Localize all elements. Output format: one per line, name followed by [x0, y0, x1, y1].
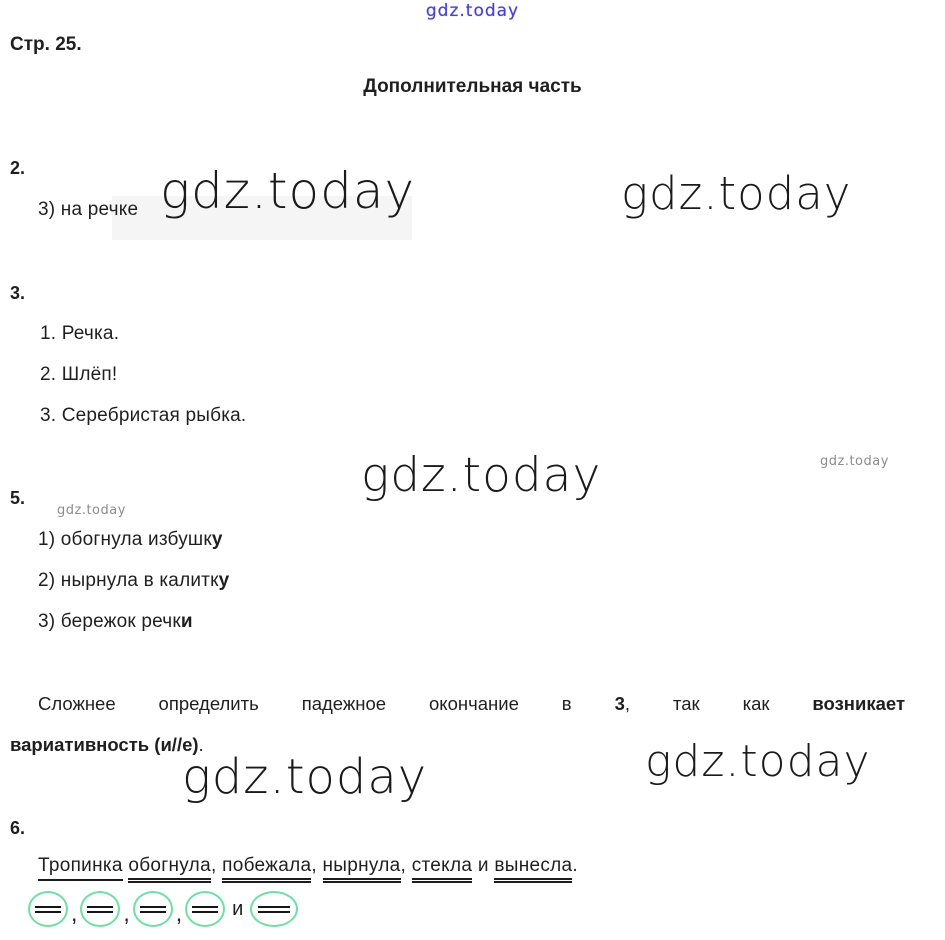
- task2-number: 2.: [10, 158, 26, 178]
- predicate-word-underlined: побежала: [222, 855, 311, 883]
- predicate-word-underlined: нырнула: [323, 855, 401, 883]
- separator: ,: [400, 855, 412, 876]
- note-segment-bold: вариативность (и//е): [10, 734, 199, 755]
- separator: .: [572, 855, 579, 876]
- double-line-icon: [35, 906, 61, 913]
- task3-number: 3.: [10, 283, 26, 303]
- task5-item-text: 3) бережок речк: [38, 611, 181, 632]
- double-line-icon: [87, 906, 113, 913]
- task5-note-line1: [38, 693, 905, 715]
- watermark-task2-right: gdz.today: [621, 167, 852, 220]
- predicate-ellipse-symbol: [80, 891, 120, 927]
- task6-sentence: [38, 855, 578, 878]
- note-segment-bold: 3: [614, 693, 625, 714]
- task6-symbol-row: [28, 891, 304, 927]
- predicate-ellipse-symbol: [28, 891, 68, 927]
- watermark-task5-small: gdz.today: [57, 503, 126, 518]
- note-segment-bold: возникает: [812, 693, 906, 714]
- double-line-icon: [258, 906, 290, 913]
- watermark-bottom-left: gdz.today: [182, 749, 428, 805]
- task5-item-ending: у: [218, 570, 230, 591]
- watermark-middle-large: gdz.today: [361, 448, 602, 503]
- task5-note-line2: [10, 734, 204, 756]
- symbol-separator: ,: [123, 900, 130, 926]
- task5-item-ending: и: [180, 611, 193, 632]
- task6-number: 6.: [10, 818, 26, 838]
- task5-item: [38, 570, 229, 593]
- task3-item: 3. Серебристая рыбка.: [40, 405, 247, 426]
- separator: и: [472, 855, 495, 876]
- task5-item: [38, 529, 223, 552]
- watermark-task2-left: gdz.today: [160, 162, 416, 220]
- watermark-bottom-right: gdz.today: [645, 736, 871, 787]
- double-line-icon: [140, 906, 166, 913]
- predicate-ellipse-symbol: [133, 891, 173, 927]
- note-segment: , так как: [624, 693, 813, 714]
- task5-number: 5.: [10, 488, 26, 508]
- predicate-word-underlined: обогнула: [128, 855, 211, 883]
- predicate-ellipse-symbol: [185, 891, 225, 927]
- watermark-middle-small: gdz.today: [820, 454, 889, 469]
- separator: ,: [210, 855, 223, 876]
- note-segment: .: [198, 734, 204, 755]
- task5-item: [38, 611, 193, 634]
- watermark-top: gdz.today: [425, 1, 520, 21]
- symbol-separator: ,: [175, 900, 183, 926]
- task5-item-text: 1) обогнула избушк: [38, 529, 212, 550]
- note-segment: Сложнее определить падежное окончание в: [38, 693, 615, 714]
- page-title: Дополнительная часть: [363, 76, 582, 97]
- symbol-separator-word: и: [232, 898, 244, 920]
- separator: ,: [311, 855, 323, 876]
- double-line-icon: [192, 906, 218, 913]
- task2-answer: 3) на речке: [38, 199, 139, 220]
- task5-item-ending: у: [211, 529, 223, 550]
- page-number-label: Стр. 25.: [10, 34, 82, 55]
- symbol-separator: ,: [71, 900, 78, 926]
- subject-word-underlined: Тропинка: [38, 855, 123, 881]
- task5-item-text: 2) нырнула в калитк: [38, 570, 219, 591]
- predicate-word-underlined: вынесла: [494, 855, 572, 883]
- predicate-ellipse-symbol: [250, 891, 298, 927]
- task3-item: 1. Речка.: [40, 323, 120, 344]
- task3-item: 2. Шлёп!: [40, 364, 118, 385]
- predicate-word-underlined: стекла: [412, 855, 473, 883]
